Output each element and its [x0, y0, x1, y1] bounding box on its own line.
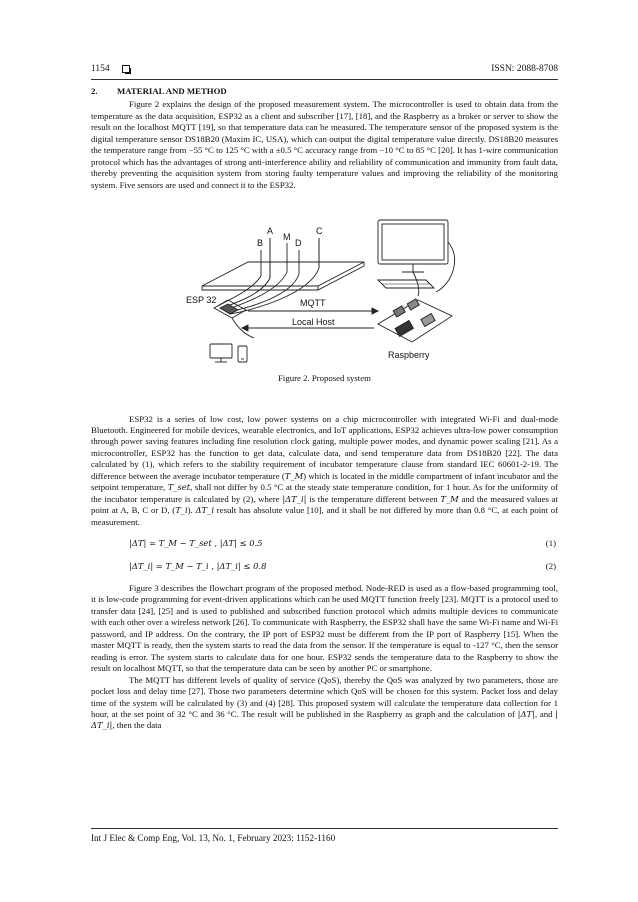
- figure-2: [91, 198, 558, 369]
- equation-1: |ΔT| = T_M − T_set , |ΔT| ≤ 0.5 (1): [129, 538, 556, 549]
- label-esp32: ESP 32: [186, 295, 217, 306]
- section-heading: [91, 86, 558, 97]
- proposed-system-diagram: [182, 198, 468, 369]
- paragraph-4: The MQTT has different levels of quality of service (QoS), thereby the QoS was analyzed by two parameters, those are pocket loss and delay time [27]. Those two parameters determine which QoS will be chosen for this system. Packet loss and delay time of the system will be calculated by (3) and (4) [28]. This proposed system will calculate the temperature data collection for 1 hour, at the set point of 32 °C and 36 °C. The result will be published in the Raspberry as graph and the calculation of |ΔT|, and |ΔT_i|, then the data: [91, 674, 558, 731]
- section-number: 2.: [91, 86, 98, 96]
- page-header: [91, 61, 558, 77]
- issn: ISSN: 2088-8708: [491, 64, 558, 74]
- section-title: MATERIAL AND METHOD: [117, 86, 227, 96]
- label-raspberry: Raspberry: [388, 350, 430, 361]
- label-mqtt: MQTT: [300, 298, 326, 309]
- label-b: B: [257, 238, 264, 249]
- smartphone-icon: [238, 346, 247, 362]
- journal-box-icon: [122, 65, 130, 73]
- page-footer: Int J Elec & Comp Eng, Vol. 13, No. 1, February 2023: 1152-1160: [91, 833, 336, 843]
- incubator-board: [202, 262, 364, 286]
- label-local-host: Local Host: [292, 317, 335, 328]
- pc-monitor-icon: [210, 344, 232, 358]
- page-number: 1154: [91, 64, 110, 74]
- label-m: M: [283, 232, 291, 243]
- paragraph-3: Figure 3 describes the flowchart program of the proposed method. Node-RED is used as a flow-based programming tool, it is low-code programming for event-driven applications which can be used MQTT function freely [23]. MQTT is a protocol used to transfer data [24], [25] and is used to published and subscribed function protocol which admits multiple devices to communicate with each other over a wireless network [26]. To communicate with Raspberry, the ESP32 shall have the same Wi-Fi name and Wi-Fi password, and IP address. On the contrary, the IP port of ESP32 must be different from the IP port of Raspberry [15]. When the master MQTT is ready, then the system starts to read the data from the sensor. If the temperature is equal to -127 °C, then the sensor reading is error. The system starts to calculate data for one hour. ESP32 sends the temperature data to the Raspberry to show the result on localhost MQTT, so that the temperature data can be seen by another PC or smartphone.: [91, 582, 558, 674]
- equation-2: |ΔT_i| = T_M − T_i , |ΔT_i| ≤ 0.8 (2): [129, 560, 556, 571]
- label-c: C: [316, 226, 323, 237]
- footer-rule: [91, 828, 558, 829]
- header-rule: [91, 79, 558, 80]
- label-a: A: [267, 226, 274, 237]
- monitor: [378, 220, 448, 264]
- label-d: D: [295, 238, 302, 249]
- figure-caption: Figure 2. Proposed system: [278, 373, 371, 384]
- paragraph-2: ESP32 is a series of low cost, low power systems on a chip microcontroller with integrated Wi-Fi and dual-mode Bluetooth. Engineered for mobile devices, wearable electronics, and IoT applications, ESP32 achieves ultra-low power consumption through power saving features including fine resolution clock gating, multiple power modes, and dynamic power scaling [21]. As a microcontroller, ESP32 has the function to get data, calculate data, and send temperature data from DS18B20 [22]. The data calculated by (1), which refers to the stability requirement of incubator temperature clause from standard IEC 60601-2-19. The difference between the average incubator temperature (T_M) which is located in the middle compartment of infant incubator and the setpoint temperature, T_set, shall not differ by 0.5 °C at the steady state temperature condition, for 1 hour. As for the uniformity of the incubator temperature is calculated by (2), where |ΔT_i| is the temperature different between T_M and the measured values at point at A, B, C or D, (T_i). ΔT_i result has absolute value [10], and it shall be not differed by more than 0.8 °C, at each point of measurement.: [91, 413, 558, 527]
- page-body: [91, 86, 558, 732]
- paragraph-1: Figure 2 explains the design of the proposed measurement system. The microcontroller is used to obtain data from the temperature as the data acquisition, ESP32 as a client and subscriber [17], [18], and the Raspberry as a broker or server to show the result on the localhost MQTT [19], so that temperature data can be measured. The temperature sensor of the proposed system is the digital temperature sensor DS18B20 (Maxim IC, USA), which can output the digital temperature value directly. DS18B20 measures the temperature range from −55 °C to 125 °C with a ±0.5 °C accuracy range from −10 °C to 85 °C [20]. It has 1-wire communication protocol which has the advantages of strong anti-interference ability and reliability of communication and immunity from fault data, thereby preventing the acquisition system from storing faulty temperature values and improving the reliability of the monitoring system. Five sensors are used and connect it to the ESP32.: [91, 99, 558, 190]
